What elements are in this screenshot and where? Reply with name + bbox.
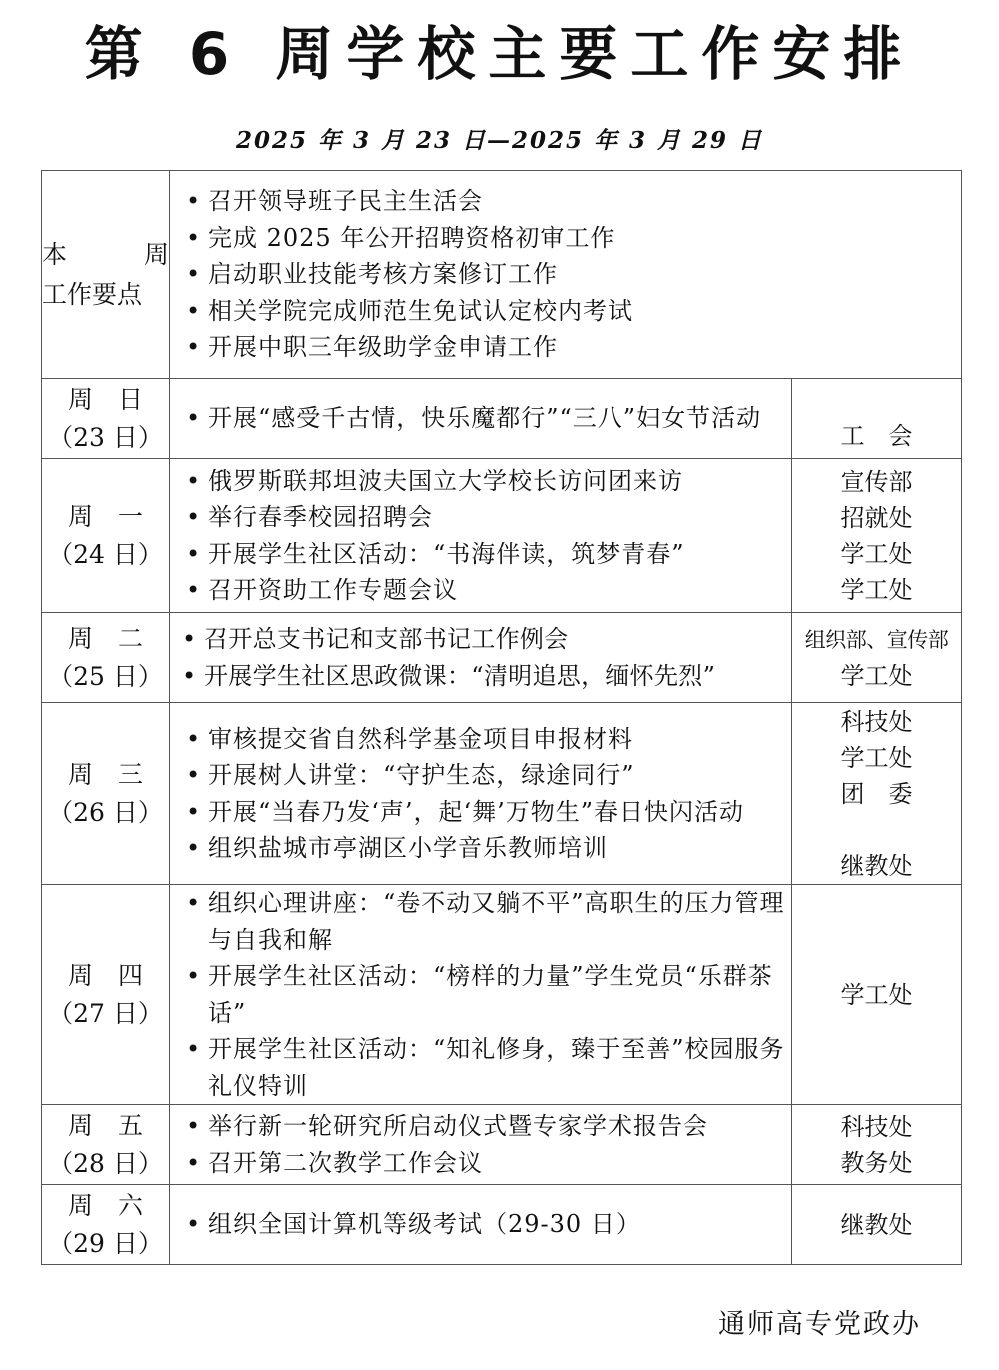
day-label: 周 五: [67, 1110, 143, 1140]
focus-label-line2: 工作要点: [42, 279, 143, 309]
day-label: 周 日: [67, 384, 143, 414]
day-date: （28 日）: [48, 1148, 163, 1178]
page-title: 第 6 周学校主要工作安排: [84, 20, 915, 88]
dept-label: 宣传部: [840, 467, 913, 496]
issuer-signature: 通师高专党政办: [718, 1309, 921, 1340]
day-label: 周 六: [67, 1190, 143, 1220]
list-item: • 开展树人讲堂：“守护生态，绿途同行”: [184, 757, 787, 794]
focus-items-cell: [170, 171, 962, 379]
items-cell: [170, 1185, 792, 1265]
day-cell: [42, 1185, 170, 1265]
list-item: • 开展学生社区活动：“书海伴读，筑梦青春”: [184, 536, 787, 573]
dept-label: 团 委: [840, 779, 913, 808]
focus-label-char-2: 周: [143, 239, 169, 269]
table-row-wednesday: [42, 703, 962, 885]
dept-label: 学工处: [840, 743, 913, 772]
table-row-thursday: [42, 885, 962, 1105]
dept-label: 招就处: [840, 503, 913, 532]
items-cell: [170, 703, 792, 885]
day-date: （25 日）: [48, 661, 163, 691]
dept-label: 学工处: [840, 539, 913, 568]
day-cell: [42, 459, 170, 613]
schedule-table: [41, 170, 962, 1265]
day-label: 周 三: [67, 759, 143, 789]
dept-cell: [792, 1105, 962, 1185]
dept-label: 继教处: [840, 1210, 913, 1239]
table-row-sunday: [42, 379, 962, 459]
day-label: 周 一: [67, 501, 143, 531]
day-cell: [42, 379, 170, 459]
day-cell: [42, 885, 170, 1105]
dept-cell: [792, 613, 962, 703]
list-item: • 相关学院完成师范生免试认定校内考试: [184, 293, 957, 330]
list-item: • 开展学生社区思政微课：“清明追思，缅怀先烈”: [180, 658, 787, 695]
table-row-monday: [42, 459, 962, 613]
day-label: 周 四: [67, 960, 143, 990]
day-date: （23 日）: [48, 422, 163, 452]
day-date: （27 日）: [48, 998, 163, 1028]
table-row-friday: [42, 1105, 962, 1185]
day-cell: [42, 613, 170, 703]
focus-label-char-1: 本: [42, 239, 68, 269]
dept-cell: [792, 885, 962, 1105]
dept-label: 科技处: [840, 1112, 913, 1141]
dept-label: 组织部、宣传部: [804, 627, 949, 652]
dept-label: 学工处: [840, 575, 913, 604]
dept-cell: [792, 703, 962, 885]
list-item: • 举行春季校园招聘会: [184, 499, 787, 536]
items-cell: [170, 613, 792, 703]
focus-list: [170, 183, 961, 366]
dept-cell: [792, 1185, 962, 1265]
list-item: • 开展学生社区活动：“榜样的力量”学生党员“乐群茶话”: [184, 958, 787, 1031]
list-item: • 召开总支书记和支部书记工作例会: [180, 621, 787, 658]
day-date: （29 日）: [48, 1228, 163, 1258]
date-range: 2025 年 3 月 23 日—2025 年 3 月 29 日: [235, 127, 764, 154]
focus-row: [42, 171, 962, 379]
focus-label: [42, 171, 170, 379]
dept-label: 学工处: [840, 661, 913, 690]
dept-cell: [792, 379, 962, 459]
items-cell: [170, 459, 792, 613]
dept-label: 学工处: [840, 980, 913, 1009]
items-cell: [170, 885, 792, 1105]
list-item: • 召开领导班子民主生活会: [184, 183, 957, 220]
day-label: 周 二: [67, 623, 143, 653]
list-item: • 组织盐城市亭湖区小学音乐教师培训: [184, 830, 787, 867]
dept-label: 教务处: [840, 1148, 913, 1177]
list-item: • 组织全国计算机等级考试（29-30 日）: [184, 1206, 787, 1243]
day-date: （26 日）: [48, 797, 163, 827]
list-item: • 审核提交省自然科学基金项目申报材料: [184, 721, 787, 758]
list-item: • 举行新一轮研究所启动仪式暨专家学术报告会: [184, 1108, 787, 1145]
list-item: • 完成 2025 年公开招聘资格初审工作: [184, 220, 957, 257]
list-item: • 启动职业技能考核方案修订工作: [184, 256, 957, 293]
items-cell: [170, 1105, 792, 1185]
dept-label: 工 会: [840, 422, 913, 450]
list-item: • 开展“感受千古情，快乐魔都行”“三八”妇女节活动: [184, 400, 787, 437]
list-item: • 开展中职三年级助学金申请工作: [184, 329, 957, 366]
dept-label: 科技处: [840, 707, 913, 736]
list-item: • 俄罗斯联邦坦波夫国立大学校长访问团来访: [184, 463, 787, 500]
table-row-saturday: [42, 1185, 962, 1265]
day-date: （24 日）: [48, 539, 163, 569]
table-row-tuesday: [42, 613, 962, 703]
dept-label: 继教处: [840, 851, 913, 880]
day-cell: [42, 703, 170, 885]
list-item: • 召开第二次教学工作会议: [184, 1145, 787, 1182]
list-item: • 开展学生社区活动：“知礼修身，臻于至善”校园服务礼仪特训: [184, 1031, 787, 1104]
list-item: • 召开资助工作专题会议: [184, 572, 787, 609]
day-cell: [42, 1105, 170, 1185]
items-cell: [170, 379, 792, 459]
dept-cell: [792, 459, 962, 613]
list-item: • 组织心理讲座：“卷不动又躺不平”高职生的压力管理与自我和解: [184, 885, 787, 958]
list-item: • 开展“当春乃发‘声’，起‘舞’万物生”春日快闪活动: [184, 794, 787, 831]
